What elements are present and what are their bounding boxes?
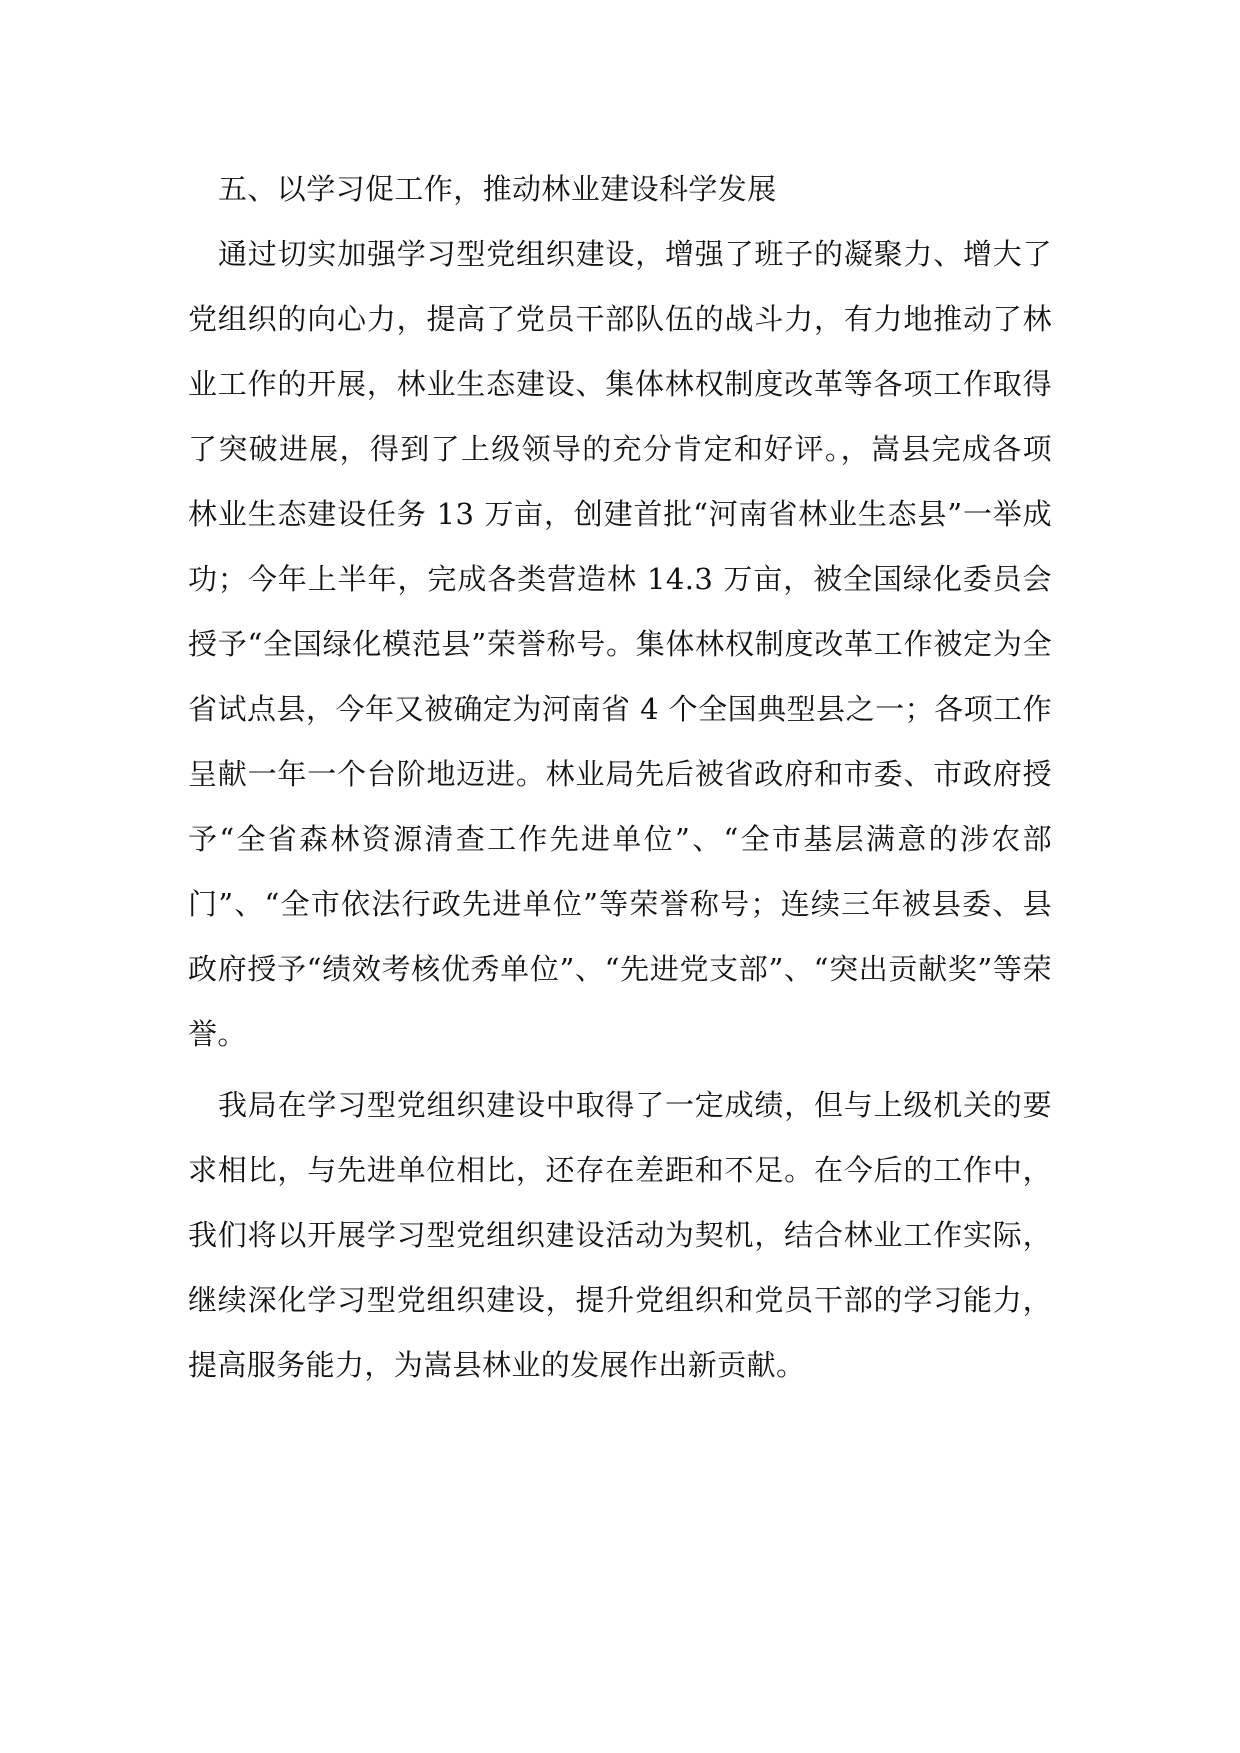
- section-heading: 五、以学习促工作，推动林业建设科学发展: [218, 172, 777, 206]
- paragraph-achievements: 通过切实加强学习型党组织建设，增强了班子的凝聚力、增大了党组织的向心力，提高了党员干部队伍的战斗力，有力地推动了林业工作的开展，林业生态建设、集体林权制度改革等各项工作取得了突破进展，得到了上级领导的充分肯定和好评。，嵩县完成各项林业生态建设任务 13 万亩，创建首批“河南省林业生态县”一举成功；今年上半年，完成各类营造林 14.3 万亩，被全国绿化委员会授予“全国绿化模范县”荣誉称号。集体林权制度改革工作被定为全省试点县，今年又被确定为河南省 4 个全国典型县之一；各项工作呈献一年一个台阶地迈进。林业局先后被省政府和市委、市政府授予“全省森林资源清查工作先进单位”、“全市基层满意的涉农部门”、“全市依法行政先进单位”等荣誉称号；连续三年被县委、县政府授予“绩效考核优秀单位”、“先进党支部”、“突出贡献奖”等荣誉。: [188, 237, 1052, 1051]
- paragraph-outlook: 我局在学习型党组织建设中取得了一定成绩，但与上级机关的要求相比，与先进单位相比，还存在差距和不足。在今后的工作中，我们将以开展学习型党组织建设活动为契机，结合林业工作实际，继续深化学习型党组织建设，提升党组织和党员干部的学习能力，提高服务能力，为嵩县林业的发展作出新贡献。: [188, 1088, 1052, 1382]
- document-body: [188, 157, 1052, 1398]
